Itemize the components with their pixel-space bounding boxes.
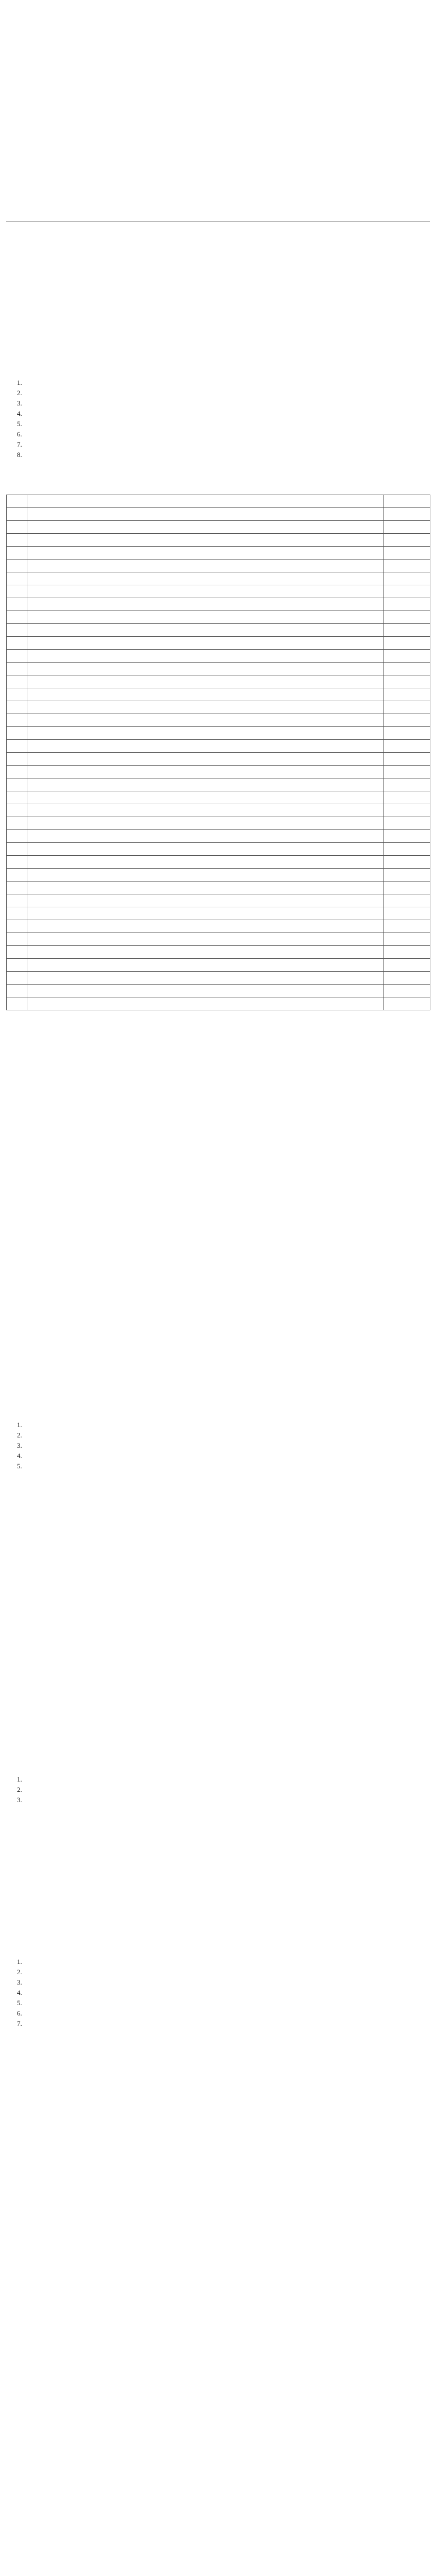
intro-section bbox=[6, 227, 430, 375]
row-value bbox=[384, 688, 430, 701]
table-row bbox=[7, 778, 430, 791]
cover-line bbox=[6, 120, 430, 128]
closing-paragraph bbox=[6, 2075, 430, 2093]
table-row bbox=[7, 972, 430, 985]
section bbox=[6, 1480, 430, 1805]
plan-item bbox=[24, 440, 430, 449]
data-table bbox=[6, 495, 430, 1010]
section-paragraph bbox=[6, 1645, 430, 1664]
row-description bbox=[27, 611, 384, 624]
section-heading bbox=[6, 1020, 430, 1029]
row-description bbox=[27, 663, 384, 675]
section-list-item bbox=[24, 2009, 430, 2018]
row-number bbox=[7, 856, 27, 869]
section-list-item bbox=[24, 1775, 430, 1784]
row-number bbox=[7, 766, 27, 778]
row-description bbox=[27, 997, 384, 1010]
row-value bbox=[384, 804, 430, 817]
row-number bbox=[7, 650, 27, 663]
row-value bbox=[384, 650, 430, 663]
table-row bbox=[7, 727, 430, 740]
row-number bbox=[7, 830, 27, 843]
table-row bbox=[7, 753, 430, 766]
row-description bbox=[27, 791, 384, 804]
section-paragraph bbox=[6, 1871, 430, 1889]
header-line bbox=[6, 50, 430, 59]
table-row bbox=[7, 997, 430, 1010]
row-number bbox=[7, 727, 27, 740]
row-number bbox=[7, 778, 27, 791]
row-value bbox=[384, 753, 430, 766]
row-number bbox=[7, 843, 27, 856]
row-value bbox=[384, 598, 430, 611]
row-description bbox=[27, 959, 384, 972]
row-description bbox=[27, 560, 384, 572]
section-paragraph bbox=[6, 1515, 430, 1534]
section-paragraph bbox=[6, 1753, 430, 1772]
row-number bbox=[7, 508, 27, 521]
plan-item bbox=[24, 430, 430, 439]
section-list bbox=[6, 1775, 430, 1805]
table-row bbox=[7, 547, 430, 560]
section-list-item bbox=[24, 1785, 430, 1794]
section-paragraph bbox=[6, 1206, 430, 1225]
table-row bbox=[7, 804, 430, 817]
section-paragraph bbox=[6, 1120, 430, 1138]
section-list-item bbox=[24, 1451, 430, 1461]
row-number bbox=[7, 985, 27, 997]
closing-paragraph bbox=[6, 2096, 430, 2115]
plan-item bbox=[24, 450, 430, 460]
cover-line bbox=[6, 111, 430, 120]
row-description bbox=[27, 894, 384, 907]
row-number bbox=[7, 714, 27, 727]
table-row bbox=[7, 495, 430, 508]
section-list-item bbox=[24, 2019, 430, 2028]
section-paragraph bbox=[6, 1827, 430, 1846]
row-description bbox=[27, 830, 384, 843]
row-description bbox=[27, 985, 384, 997]
section-list-item bbox=[24, 1795, 430, 1805]
header-block bbox=[6, 24, 430, 103]
data-lead bbox=[6, 472, 430, 489]
section-paragraph bbox=[6, 1249, 430, 1268]
intro-paragraph bbox=[6, 357, 430, 375]
row-description bbox=[27, 727, 384, 740]
intro-paragraph bbox=[6, 335, 430, 353]
section-list bbox=[6, 1420, 430, 1471]
row-value bbox=[384, 791, 430, 804]
section bbox=[6, 1277, 430, 1471]
row-value bbox=[384, 972, 430, 985]
row-number bbox=[7, 997, 27, 1010]
row-description bbox=[27, 714, 384, 727]
row-value bbox=[384, 740, 430, 753]
section-paragraph bbox=[6, 1667, 430, 1685]
row-number bbox=[7, 972, 27, 985]
row-number bbox=[7, 907, 27, 920]
row-number bbox=[7, 753, 27, 766]
section bbox=[6, 1020, 430, 1268]
row-description bbox=[27, 637, 384, 650]
section-paragraph bbox=[6, 1228, 430, 1246]
row-value bbox=[384, 547, 430, 560]
table-row bbox=[7, 791, 430, 804]
document-title bbox=[6, 4, 430, 16]
row-number bbox=[7, 882, 27, 894]
row-description bbox=[27, 624, 384, 637]
row-number bbox=[7, 624, 27, 637]
section-paragraph bbox=[6, 1558, 430, 1577]
section-list-item bbox=[24, 1978, 430, 1987]
plan-item bbox=[24, 388, 430, 398]
table-row bbox=[7, 650, 430, 663]
closing-paragraph bbox=[6, 2053, 430, 2072]
row-number bbox=[7, 585, 27, 598]
section-list-item bbox=[24, 1441, 430, 1450]
row-description bbox=[27, 740, 384, 753]
row-value bbox=[384, 675, 430, 688]
row-description bbox=[27, 972, 384, 985]
row-value bbox=[384, 920, 430, 933]
row-number bbox=[7, 637, 27, 650]
intro-paragraph bbox=[6, 313, 430, 332]
table-row bbox=[7, 946, 430, 959]
row-number bbox=[7, 688, 27, 701]
row-value bbox=[384, 611, 430, 624]
section-list-item bbox=[24, 1968, 430, 1977]
row-description bbox=[27, 856, 384, 869]
table-row bbox=[7, 843, 430, 856]
section-paragraph bbox=[6, 1580, 430, 1599]
row-value bbox=[384, 869, 430, 882]
row-value bbox=[384, 727, 430, 740]
section-paragraph bbox=[6, 1732, 430, 1750]
divider bbox=[6, 221, 430, 222]
row-number bbox=[7, 534, 27, 547]
intro-paragraph bbox=[6, 292, 430, 310]
table-row bbox=[7, 933, 430, 946]
row-value bbox=[384, 701, 430, 714]
table-row bbox=[7, 572, 430, 585]
row-number bbox=[7, 675, 27, 688]
row-description bbox=[27, 650, 384, 663]
cover-block bbox=[6, 111, 430, 216]
table-row bbox=[7, 688, 430, 701]
cover-line bbox=[6, 155, 430, 163]
section-paragraph bbox=[6, 1399, 430, 1417]
section-paragraph bbox=[6, 1098, 430, 1116]
plan-item bbox=[24, 399, 430, 408]
row-description bbox=[27, 688, 384, 701]
row-number bbox=[7, 920, 27, 933]
data-lead-line bbox=[6, 472, 430, 481]
section-paragraph bbox=[6, 1076, 430, 1095]
row-value bbox=[384, 778, 430, 791]
row-number bbox=[7, 547, 27, 560]
row-description bbox=[27, 675, 384, 688]
row-number bbox=[7, 611, 27, 624]
row-description bbox=[27, 843, 384, 856]
table-row bbox=[7, 663, 430, 675]
row-description bbox=[27, 778, 384, 791]
cover-line bbox=[6, 146, 430, 155]
table-row bbox=[7, 882, 430, 894]
row-value bbox=[384, 572, 430, 585]
section-list-item bbox=[24, 1988, 430, 1997]
header-line bbox=[6, 85, 430, 94]
row-value bbox=[384, 959, 430, 972]
row-number bbox=[7, 946, 27, 959]
table-row bbox=[7, 534, 430, 547]
section-paragraph bbox=[6, 1710, 430, 1728]
plan-item bbox=[24, 419, 430, 429]
section-heading bbox=[6, 1480, 430, 1489]
row-description bbox=[27, 882, 384, 894]
section-paragraph bbox=[6, 1936, 430, 1954]
table-row bbox=[7, 766, 430, 778]
sections bbox=[6, 1020, 430, 2028]
cover-line bbox=[6, 128, 430, 137]
section-paragraph bbox=[6, 1355, 430, 1374]
cover-line bbox=[6, 163, 430, 172]
row-number bbox=[7, 663, 27, 675]
section-paragraph bbox=[6, 1184, 430, 1203]
row-value bbox=[384, 843, 430, 856]
header-line bbox=[6, 59, 430, 67]
plan-item bbox=[24, 409, 430, 418]
table-row bbox=[7, 598, 430, 611]
row-description bbox=[27, 508, 384, 521]
table-row bbox=[7, 637, 430, 650]
cover-line bbox=[6, 198, 430, 207]
intro-paragraph bbox=[6, 270, 430, 289]
section-paragraph bbox=[6, 1602, 430, 1620]
section-paragraph bbox=[6, 1163, 430, 1181]
section-paragraph bbox=[6, 1377, 430, 1396]
data-lead-line bbox=[6, 481, 430, 489]
row-value bbox=[384, 560, 430, 572]
cover-line bbox=[6, 207, 430, 216]
header-line bbox=[6, 67, 430, 76]
row-value bbox=[384, 585, 430, 598]
row-value bbox=[384, 637, 430, 650]
table-row bbox=[7, 985, 430, 997]
row-description bbox=[27, 521, 384, 534]
section-paragraph bbox=[6, 1914, 430, 1933]
section-paragraph bbox=[6, 1312, 430, 1331]
table-row bbox=[7, 521, 430, 534]
plan-list bbox=[6, 378, 430, 460]
row-description bbox=[27, 869, 384, 882]
row-description bbox=[27, 933, 384, 946]
closing-section bbox=[6, 2053, 430, 2115]
row-value bbox=[384, 907, 430, 920]
row-description bbox=[27, 701, 384, 714]
row-value bbox=[384, 985, 430, 997]
row-value bbox=[384, 882, 430, 894]
header-line bbox=[6, 32, 430, 41]
row-value bbox=[384, 817, 430, 830]
row-number bbox=[7, 959, 27, 972]
table-row bbox=[7, 907, 430, 920]
table-row bbox=[7, 714, 430, 727]
row-number bbox=[7, 495, 27, 508]
row-number bbox=[7, 521, 27, 534]
row-description bbox=[27, 547, 384, 560]
intro-paragraph bbox=[6, 227, 430, 245]
header-line bbox=[6, 94, 430, 103]
row-value bbox=[384, 521, 430, 534]
section-paragraph bbox=[6, 1537, 430, 1555]
section-paragraph bbox=[6, 1033, 430, 1052]
cover-line bbox=[6, 137, 430, 146]
section-list-item bbox=[24, 1462, 430, 1471]
cover-line bbox=[6, 172, 430, 181]
row-value bbox=[384, 894, 430, 907]
section-heading bbox=[6, 1814, 430, 1823]
table-row bbox=[7, 560, 430, 572]
section-paragraph bbox=[6, 1892, 430, 1911]
row-number bbox=[7, 869, 27, 882]
row-value bbox=[384, 508, 430, 521]
header-line bbox=[6, 41, 430, 50]
table-row bbox=[7, 869, 430, 882]
row-number bbox=[7, 804, 27, 817]
plan-item bbox=[24, 378, 430, 387]
cover-line bbox=[6, 190, 430, 198]
table-row bbox=[7, 624, 430, 637]
row-description bbox=[27, 766, 384, 778]
table-row bbox=[7, 959, 430, 972]
section bbox=[6, 1814, 430, 2028]
header-line bbox=[6, 76, 430, 85]
section-paragraph bbox=[6, 1141, 430, 1160]
row-value bbox=[384, 663, 430, 675]
row-value bbox=[384, 495, 430, 508]
row-value bbox=[384, 946, 430, 959]
row-value bbox=[384, 830, 430, 843]
row-description bbox=[27, 598, 384, 611]
table-row bbox=[7, 830, 430, 843]
table-row bbox=[7, 894, 430, 907]
row-value bbox=[384, 766, 430, 778]
row-value bbox=[384, 714, 430, 727]
row-number bbox=[7, 933, 27, 946]
section-paragraph bbox=[6, 1334, 430, 1352]
row-number bbox=[7, 740, 27, 753]
section-paragraph bbox=[6, 1494, 430, 1512]
row-number bbox=[7, 817, 27, 830]
table-row bbox=[7, 585, 430, 598]
row-value bbox=[384, 856, 430, 869]
section-paragraph bbox=[6, 1623, 430, 1642]
section-list-item bbox=[24, 1998, 430, 2008]
section-paragraph bbox=[6, 1055, 430, 1073]
header-line bbox=[6, 24, 430, 32]
cover-line bbox=[6, 181, 430, 190]
row-description bbox=[27, 907, 384, 920]
table-row bbox=[7, 611, 430, 624]
row-value bbox=[384, 933, 430, 946]
row-number bbox=[7, 701, 27, 714]
row-description bbox=[27, 804, 384, 817]
table-row bbox=[7, 920, 430, 933]
table-row bbox=[7, 508, 430, 521]
section-paragraph bbox=[6, 1291, 430, 1309]
section-list-item bbox=[24, 1957, 430, 1967]
row-description bbox=[27, 495, 384, 508]
row-description bbox=[27, 585, 384, 598]
section-list bbox=[6, 1957, 430, 2028]
row-description bbox=[27, 946, 384, 959]
row-value bbox=[384, 534, 430, 547]
row-number bbox=[7, 894, 27, 907]
section-paragraph bbox=[6, 1849, 430, 1868]
section-paragraph bbox=[6, 1688, 430, 1707]
table-row bbox=[7, 701, 430, 714]
row-description bbox=[27, 920, 384, 933]
row-description bbox=[27, 534, 384, 547]
section-heading bbox=[6, 1277, 430, 1286]
table-row bbox=[7, 856, 430, 869]
table-row bbox=[7, 740, 430, 753]
row-description bbox=[27, 572, 384, 585]
table-row bbox=[7, 675, 430, 688]
row-number bbox=[7, 560, 27, 572]
row-description bbox=[27, 753, 384, 766]
table-row bbox=[7, 817, 430, 830]
section-list-item bbox=[24, 1420, 430, 1430]
row-description bbox=[27, 817, 384, 830]
row-number bbox=[7, 572, 27, 585]
section-list-item bbox=[24, 1431, 430, 1440]
intro-paragraph bbox=[6, 248, 430, 267]
row-number bbox=[7, 598, 27, 611]
row-number bbox=[7, 791, 27, 804]
row-value bbox=[384, 624, 430, 637]
row-value bbox=[384, 997, 430, 1010]
